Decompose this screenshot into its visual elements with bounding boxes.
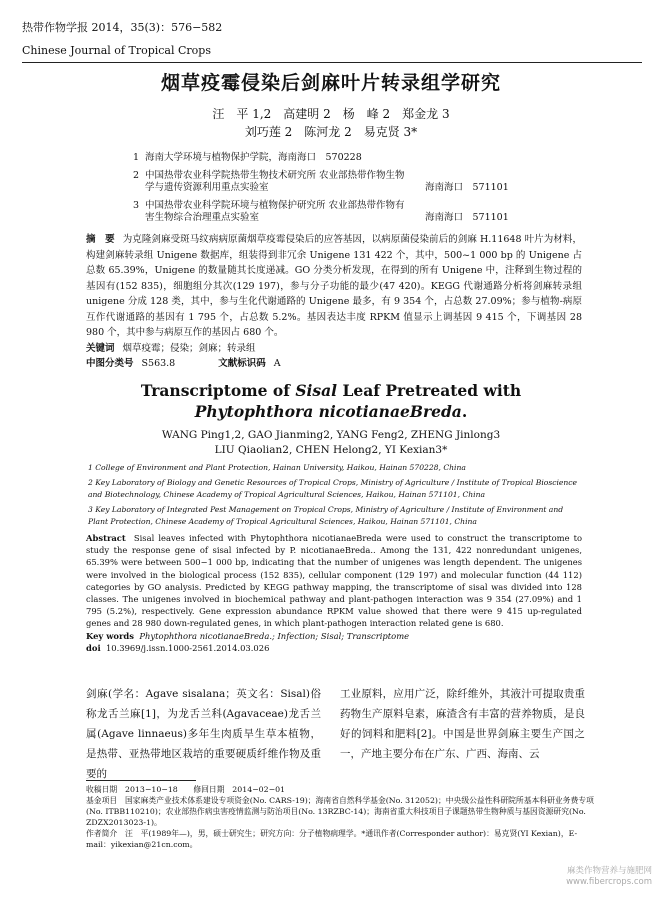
authors-cn-line2: 刘巧莲 2 陈河龙 2 易克贤 3*: [244, 125, 418, 139]
affiliation-en-1: 1 College of Environment and Plant Protection, Hainan University, Haikou, Hainan 570228, China: [88, 463, 466, 472]
authors-cn: [0, 105, 662, 141]
abstract-en-text: Sisal leaves infected with Phytophthora nicotianaeBreda were used to construct the transcriptome to study the response gene of sisal infected by P. nicotianaeBreda.. Among the 131, 422 nonredundant unigenes, 65.39% were between 500−1 000 bp, indicating that the number of unigenes was length dependent. The unigenes were involved in the biological process (152 835), cellular component (129 197) and molecular function (44 112) categories by GO analysis. Predicted by KEGG pathway mapping, the transcriptome of sisal was divided into 128 classes. The unigenes involved in biochemical pathway and plant-pathogen interaction was 9 354 (27.09%) and 1 795 (5.2%), respectively. Gene expression abundance RPKM value showed that there were 9 415 up-regulated genes and 28 980 down-regulated genes, in which plant-pathogen interaction related gene is 680.: [86, 533, 583, 629]
doi-value: 10.3969/j.issn.1000-2561.2014.03.026: [105, 642, 270, 653]
authors-cn-line1: 汪 平 1,2 高建明 2 杨 峰 2 郑金龙 3: [212, 107, 450, 121]
abstract-en: [86, 532, 582, 654]
title-en: Transcriptome of Sisal Leaf Pretreated with Phytophthora nicotianaeBreda.: [140, 381, 522, 421]
doc-code-value: A: [273, 358, 281, 369]
affiliation-en-3: 3 Key Laboratory of Integrated Pest Management on Tropical Crops, Ministry of Agriculture / Institute of Environment and Plant Protection, Chinese Academy of Tropical Agricultural Sciences, Haikou, Hainan 571101, China: [88, 505, 564, 526]
keywords-en: Phytophthora nicotianaeBreda.; Infection; Sisal; Transcriptome: [139, 630, 410, 641]
footnote-rule: [86, 780, 196, 781]
footnotes: [86, 784, 596, 850]
affiliation-cn-1: 1 海南大学环境与植物保护学院，海南海口 570228: [133, 152, 362, 163]
abstract-cn: [86, 232, 582, 372]
title-cn: 烟草疫霉侵染后剑麻叶片转录组学研究: [160, 72, 501, 94]
abstract-en-label: Abstract: [86, 533, 126, 543]
body-text-left: 剑麻(学名：Agave sisalana；英文名：Sisal)俗称龙舌兰麻[1]，为龙舌兰科(Agavaceae)龙舌兰属(Agave linnaeus)多年生肉质旱生草本植物，是热带、亚热带地区栽培的重要硬质纤维作物及重要的: [86, 688, 321, 780]
abstract-cn-text: 为克隆剑麻受斑马纹病病原菌烟草疫霉侵染后的应答基因，以病原菌侵染前后的剑麻 H.11648 叶片为材料，构建剑麻转录组 Unigene 数据库，组装得到非冗余 Unigene 131 422 个，其中，500~1 000 bp 的 Unigene 占总数 65.39%，Unigene 的数量随其长度递减。GO 分类分析发现，在得到的所有 Unigene 中，注释到生物过程的基因有(152 835)，细胞组分其次(129 197)，参与分子功能的最少(47 420)。KEGG 代谢通路分析将剑麻转录组 unigene 分成 128 类，其中，参与生化代谢通路的 Unigene 最多，有 9 354 个，占总数 27.09%；参与植物-病原互作代谢通路的基因有 1 795 个，占总数 5.2%。基因表达丰度 RPKM 值显示上调基因 9 415 个，下调基因 28 980 个，其中参与病原互作的基因占 680 个。: [86, 234, 582, 338]
keywords-en-label: Key words: [86, 630, 134, 641]
affiliation-cn-3: 3 中国热带农业科学院环境与植物保护研究所 农业部热带作物有害生物综合治理重点实验室 海南海口 571101: [133, 200, 509, 223]
clc-value: S563.8: [141, 358, 176, 369]
watermark: 麻类作物营养与施肥网 www.fibercrops.com: [566, 866, 652, 887]
keywords-cn-label: 关键词: [86, 342, 115, 354]
doc-code-label: 文献标识码: [218, 358, 266, 369]
keywords-cn: 烟草疫霉；侵染；剑麻；转录组: [122, 342, 256, 354]
journal-name-en: Chinese Journal of Tropical Crops: [22, 44, 211, 57]
header-rule: [22, 62, 642, 63]
body-text-right: 工业原料，应用广泛，除纤维外，其液汁可提取贵重药物生产原料皂素，麻渣含有丰富的营养物质，是良好的饲料和肥料[2]。中国是世界剑麻主要生产国之一，产地主要分布在广东、广西、海南、云: [340, 688, 585, 760]
journal-name-cn: 热带作物学报: [22, 21, 88, 34]
abstract-cn-label: 摘 要: [86, 234, 115, 245]
affiliation-cn-2: 2 中国热带农业科学院热带生物技术研究所 农业部热带作物生物学与遗传资源利用重点实验室 海南海口 571101: [133, 170, 509, 193]
footnote-author: 作者简介 汪 平(1989年—)，男，硕士研究生；研究方向：分子植物病理学。*通讯作者(Corresponder author)：易克贤(YI Kexian)，E-mail：yikexian@21cn.com。: [86, 829, 578, 849]
clc-label: 中图分类号: [86, 358, 134, 369]
authors-en-line1: WANG Ping1,2, GAO Jianming2, YANG Feng2, ZHENG Jinlong3: [161, 429, 501, 441]
journal-volume: 2014，35(3)：576−582: [91, 21, 223, 34]
authors-en: [0, 428, 662, 458]
affiliations-en: [88, 462, 578, 531]
affiliations-cn: [133, 152, 613, 230]
journal-header: [22, 20, 222, 58]
doi-label: doi: [86, 642, 101, 653]
authors-en-line2: LIU Qiaolian2, CHEN Helong2, YI Kexian3*: [214, 444, 448, 456]
footnote-funding: 基金项目 国家麻类产业技术体系建设专项资金(No. CARS-19)；海南省自然科学基金(No. 312052)；中央级公益性科研院所基本科研业务费专项(No. ITBB110210)；农业部热作病虫害疫情监测与防治项目(No. 13RZBC-14)；海南省重大科技项目子课题热带生物种质与基因资源研究(No. ZDZX2013023-1)。: [86, 796, 594, 827]
footnote-dates: 收稿日期 2013−10−18 修回日期 2014−02−01: [86, 785, 286, 794]
affiliation-en-2: 2 Key Laboratory of Biology and Genetic Resources of Tropical Crops, Ministry of Agriculture / Institute of Tropical Bioscience and Biotechnology, Chinese Academy of Tropical Agricultural Sciences, Haikou, Hainan 571101, China: [88, 478, 578, 499]
